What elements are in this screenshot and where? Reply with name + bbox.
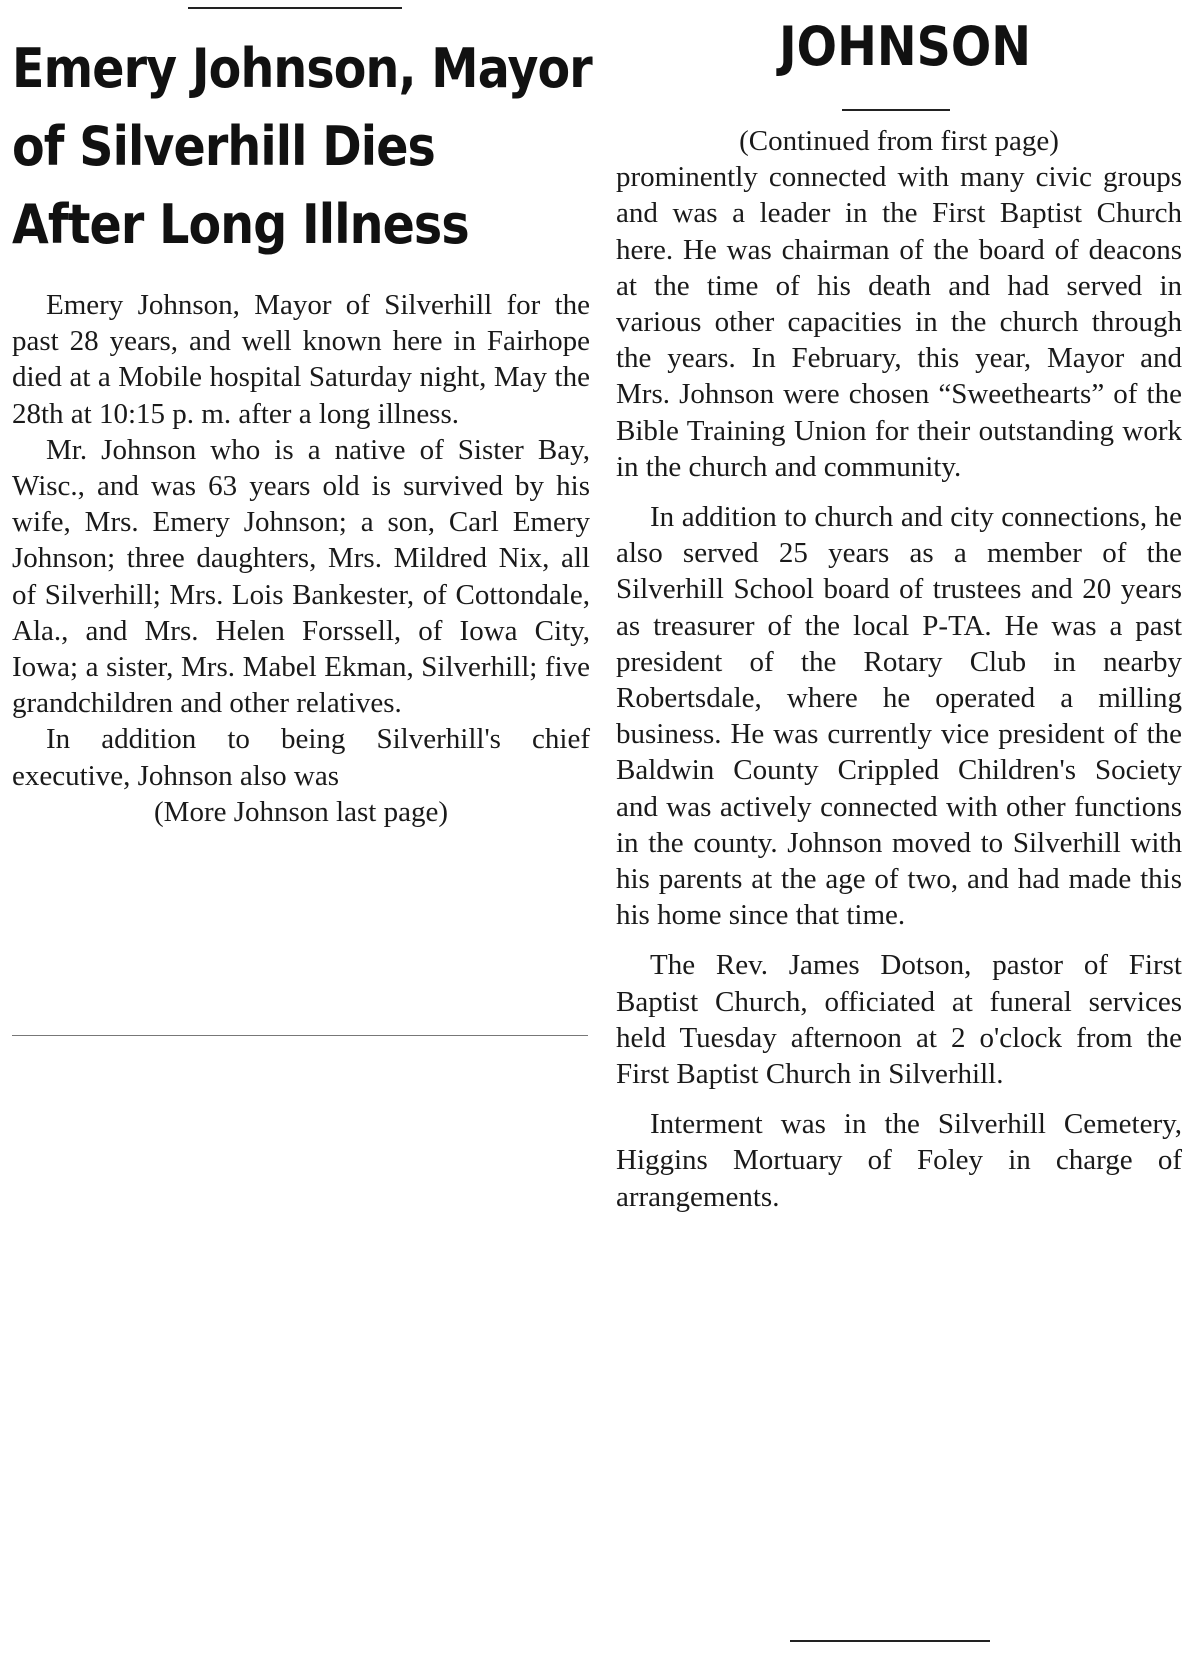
article-paragraph: Interment was in the Silverhill Cemetery, Higgins Mortuary of Foley in charge of arrangements.: [616, 1108, 1182, 1213]
article-paragraph: The Rev. James Dotson, pastor of First Baptist Church, officiated at funeral services held Tuesday afternoon at 2 o'clock from the First Baptist Church in Silverhill.: [616, 949, 1182, 1091]
article-paragraph: Emery Johnson, Mayor of Silverhill for the past 28 years, and well known here in Fairhope died at a Mobile hospital Saturday night, May the 28th at 10:15 p. m. after a long illness.: [12, 289, 590, 430]
article-paragraph: In addition to church and city connections, he also served 25 years as a member of the Silverhill School board of trustees and 20 years as treasurer of the local P-TA. He was a past president of the Rotary Club in nearby Robertsdale, where he operated a milling business. He was currently vice president of the Baldwin County Crippled Children's Society and was actively connected with other functions in the county. Johnson moved to Silverhill with his parents at the age of two, and had made this his home since that time.: [616, 501, 1182, 932]
headline: [12, 30, 592, 264]
headline-line: of Silverhill Dies: [12, 115, 435, 178]
continuation-heading: JOHNSON: [778, 15, 1032, 78]
article-paragraph: Mr. Johnson who is a native of Sister Bay, Wisc., and was 63 years old is survived by his wife, Mrs. Emery Johnson; a son, Carl Emery Johnson; three daughters, Mrs. Mildred Nix, all of Silverhill; Mrs. Lois Bankester, of Cottondale, Ala., and Mrs. Helen Forssell, of Iowa City, Iowa; a sister, Mrs. Mabel Ekman, Silverhill; five grandchildren and other relatives.: [12, 433, 590, 720]
headline-line: Emery Johnson, Mayor: [12, 37, 592, 100]
heading-rule: [842, 109, 950, 111]
headline-line: After Long Illness: [12, 193, 469, 256]
end-rule: [790, 1640, 990, 1642]
jump-line: (More Johnson last page): [154, 795, 448, 828]
top-rule: [188, 7, 402, 9]
article-paragraph: In addition to being Silverhill's chief executive, Johnson also was: [12, 723, 590, 792]
column-end-rule: [12, 1035, 588, 1036]
continued-from-line: (Continued from first page): [739, 125, 1059, 157]
right-article-column: [616, 123, 1182, 1215]
left-article-column: [12, 287, 590, 830]
article-paragraph: prominently connected with many civic groups and was a leader in the First Baptist Church here. He was chairman of the board of deacons at the time of his death and had served in various other capacities in the church through the years. In February, this year, Mayor and Mrs. Johnson were chosen “Sweethearts” of the Bible Training Union for their outstanding work in the church and community.: [616, 161, 1182, 483]
